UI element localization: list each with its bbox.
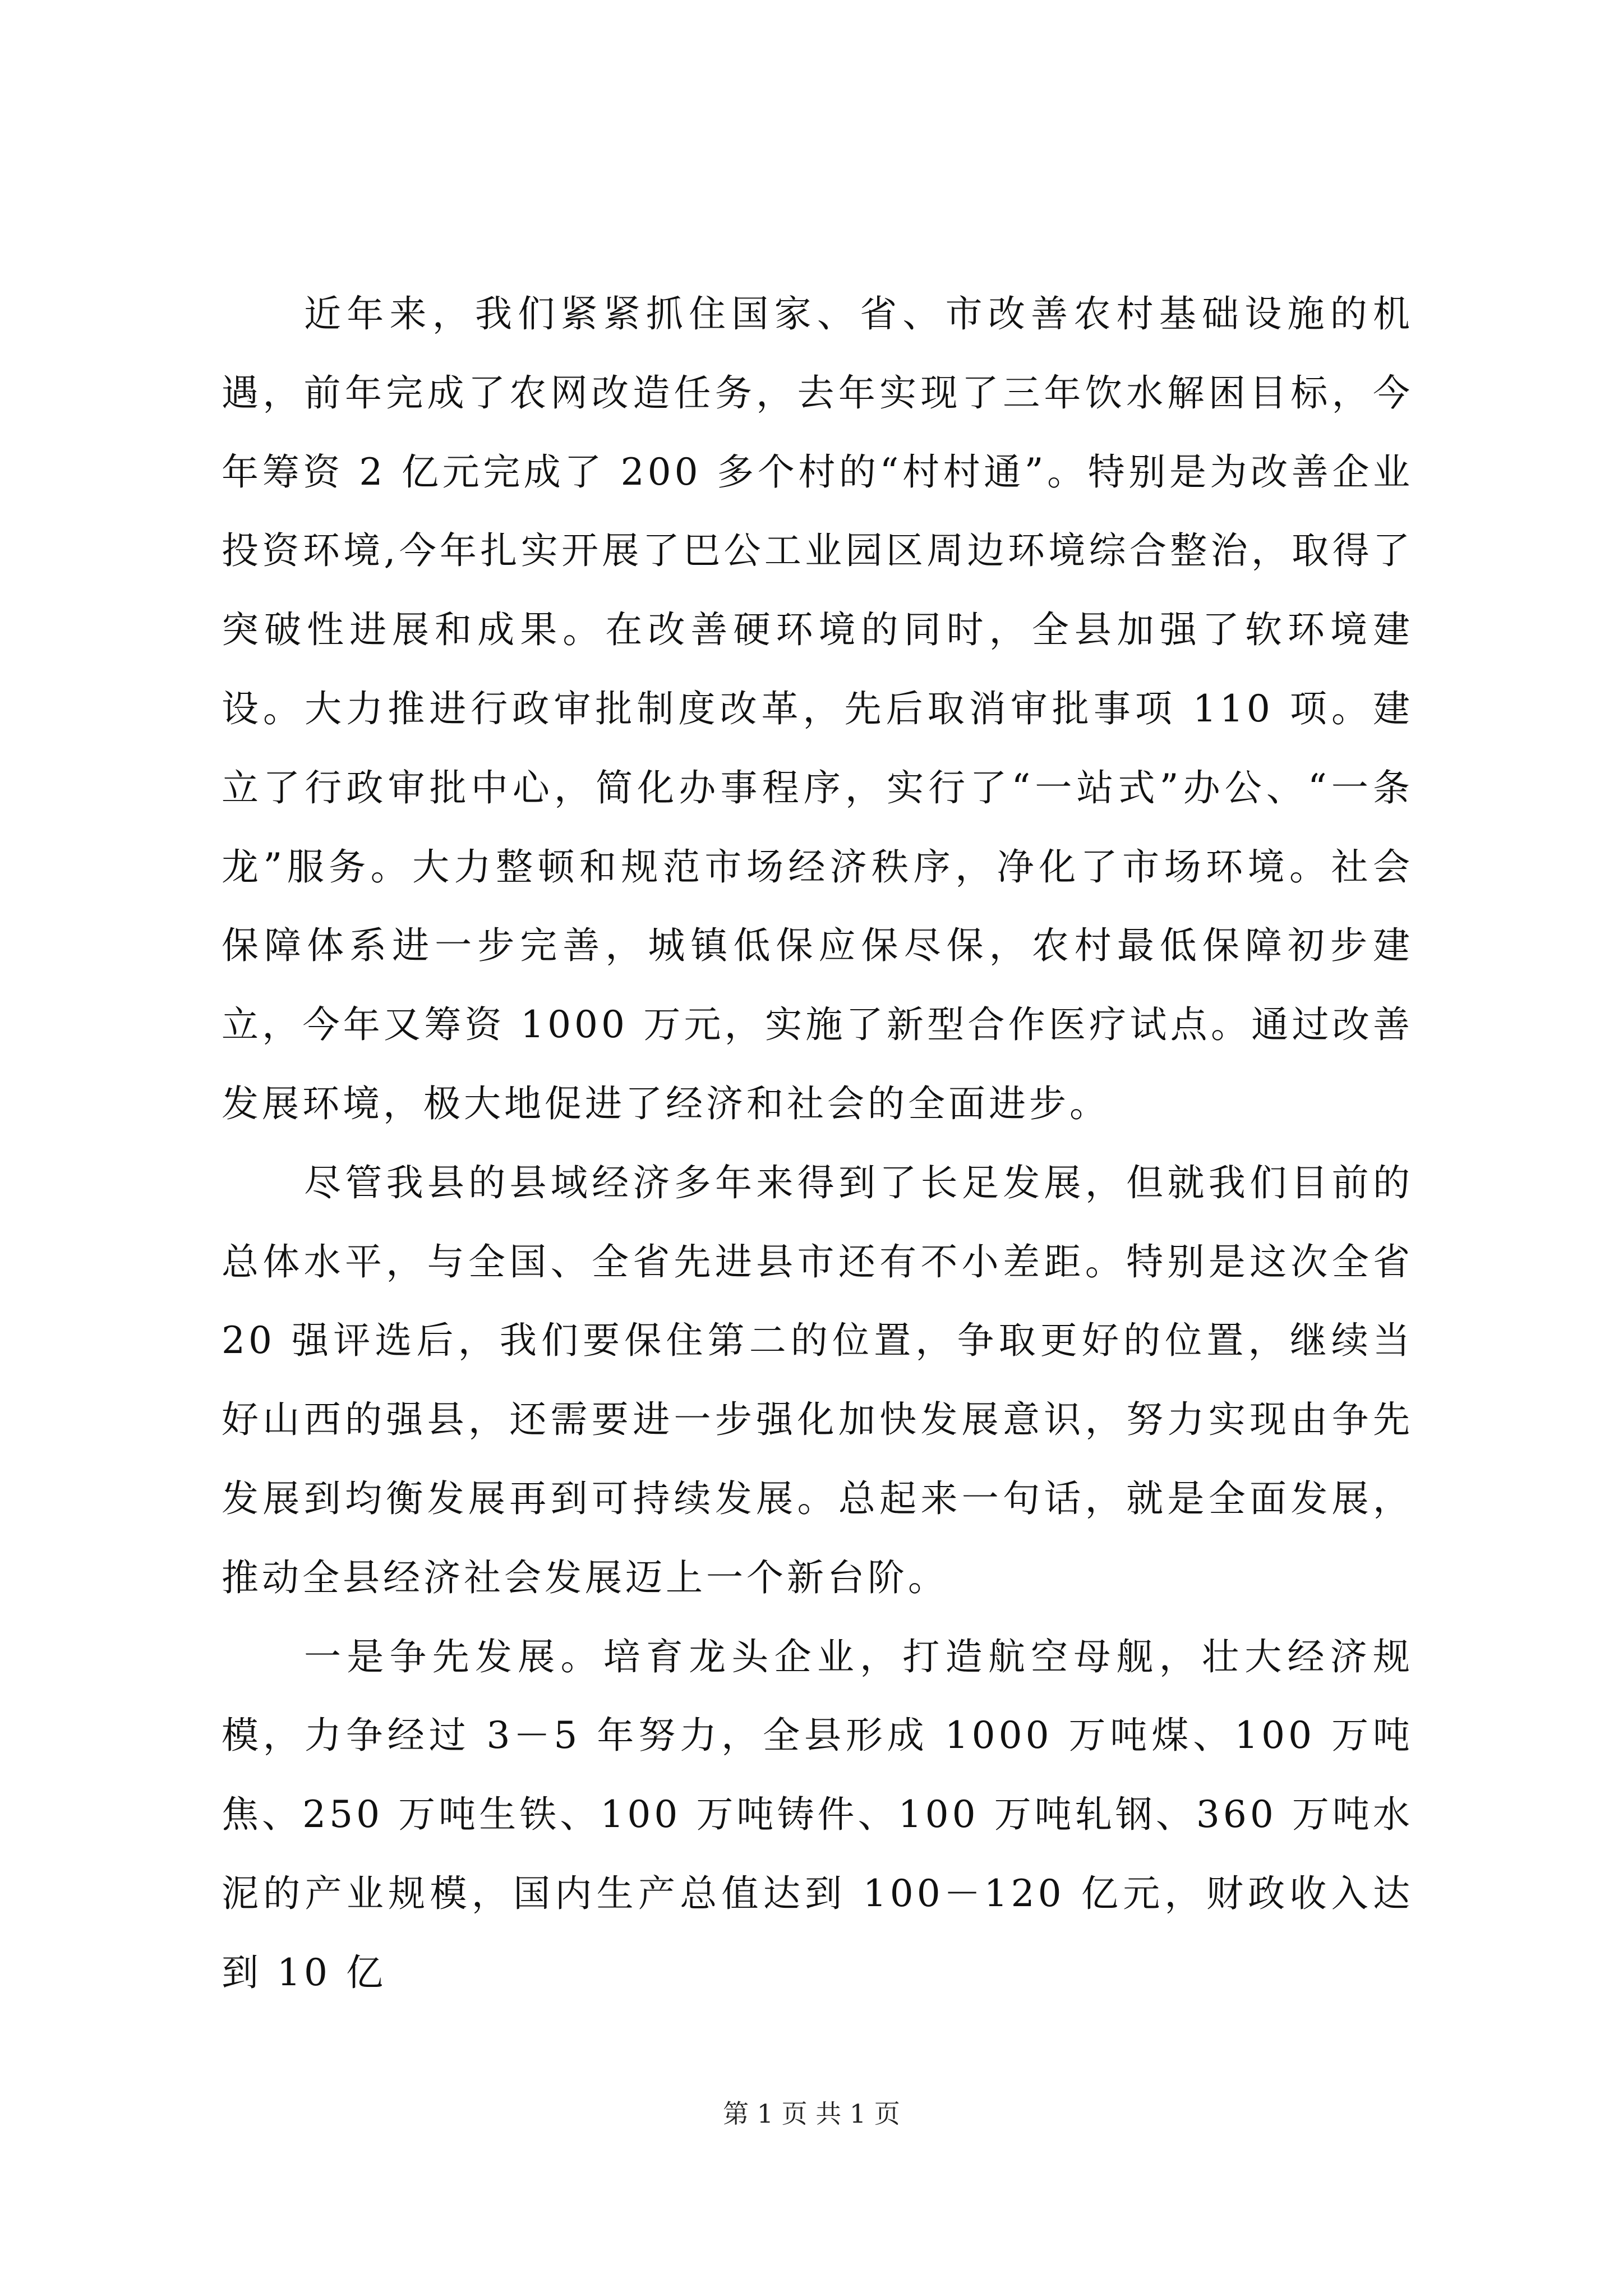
paragraph-1: 近年来，我们紧紧抓住国家、省、市改善农村基础设施的机遇，前年完成了农网改造任务，去年实现了三年饮水解困目标，今年筹资 2 亿元完成了 200 多个村的“村村通”。特别是为改善企业投资环境,今年扎实开展了巴公工业园区周边环境综合整治，取得了突破性进展和成果。在改善硬环境的同时，全县加强了软环境建设。大力推进行政审批制度改革，先后取消审批事项 110 项。建立了行政审批中心，简化办事程序，实行了“一站式”办公、“一条龙”服务。大力整顿和规范市场经济秩序，净化了市场环境。社会保障体系进一步完善，城镇低保应保尽保，农村最低保障初步建立，今年又筹资 1000 万元，实施了新型合作医疗试点。通过改善发展环境，极大地促进了经济和社会的全面进步。 xyxy=(222,292,1413,1125)
page-footer: 第 1 页 共 1 页 xyxy=(723,2099,900,2129)
paragraph-2: 尽管我县的县域经济多年来得到了长足发展，但就我们目前的总体水平，与全国、全省先进县市还有不小差距。特别是这次全省 20 强评选后，我们要保住第二的位置，争取更好的位置，继续当好山西的强县，还需要进一步强化加快发展意识，努力实现由争先发展到均衡发展再到可持续发展。总起来一句话，就是全面发展，推动全县经济社会发展迈上一个新台阶。 xyxy=(222,1161,1413,1599)
paragraph-3: 一是争先发展。培育龙头企业，打造航空母舰，壮大经济规模，力争经过 3－5 年努力，全县形成 1000 万吨煤、100 万吨焦、250 万吨生铁、100 万吨铸件、100 万吨轧钢、360 万吨水泥的产业规模，国内生产总值达到 100－120 亿元，财政收入达到 10 亿 xyxy=(222,1635,1413,1994)
document-body xyxy=(222,275,1413,2013)
